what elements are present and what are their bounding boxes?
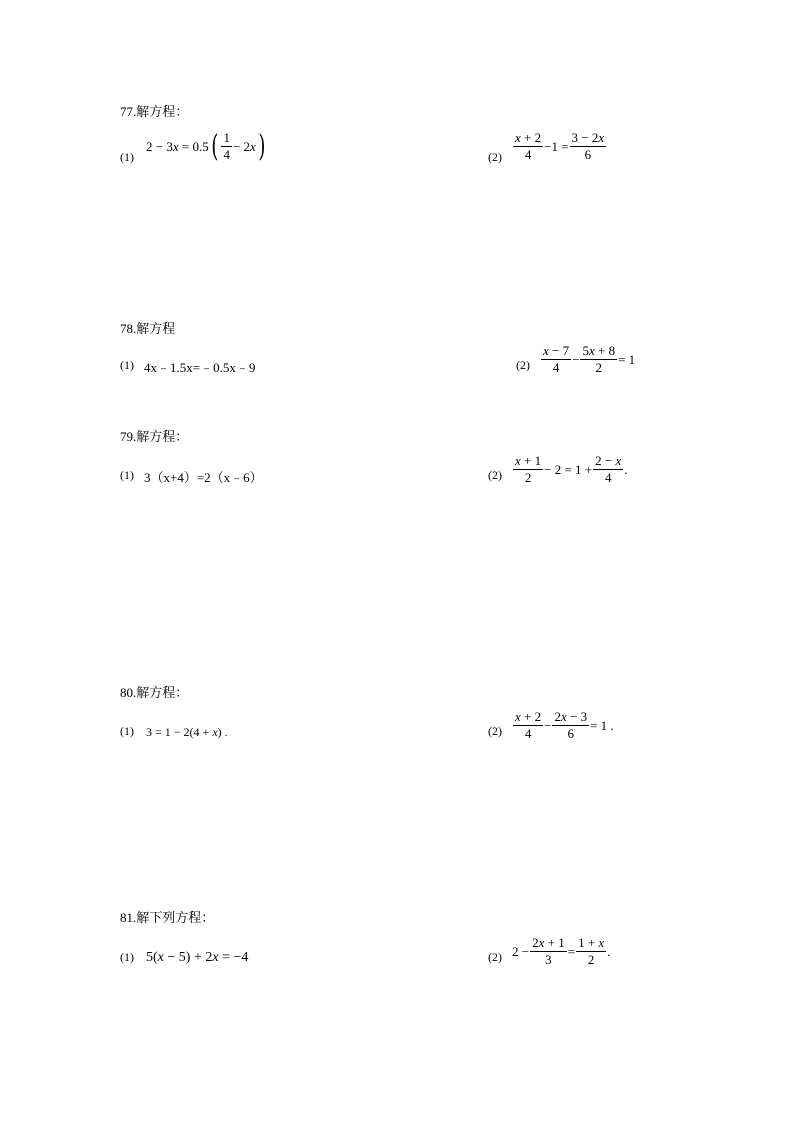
equation-label: (2) [516, 358, 530, 372]
problem-number: 77. [120, 104, 137, 119]
equation-81-1: 5(x − 5) + 2x = −4 [146, 950, 249, 965]
problem-80-heading [120, 682, 188, 701]
problem-title: 解方程： [136, 429, 189, 444]
equation-80-1: 3 = 1 − 2(4 + x) . [146, 725, 228, 739]
equation-label: (1) [120, 950, 134, 964]
problem-number: 80. [120, 685, 137, 700]
equation-80-2: $\frac{x + 2}{4}$ − $\frac{2x - 3}{6}$ = 1 . [515, 709, 614, 741]
equation-77-1: 2 − 3x = 0.5 ( $\frac{1}{4}$ − 2x ) [146, 128, 266, 164]
equation-78-2: $\frac{x - 7}{4}$ − $\frac{5x + 8}{2}$ = 1 [543, 343, 636, 375]
equation-label: (1) [120, 468, 134, 482]
equation-78-1: 4x﹣1.5x=﹣0.5x﹣9 [144, 360, 256, 375]
problem-81-heading [120, 907, 214, 926]
equation-label: (1) [120, 724, 134, 738]
equation-77-2: $\frac{x + 2}{4}$ −1 = $\frac{3 - 2x}{6}$ [515, 130, 605, 162]
problem-number: 78. [120, 321, 137, 336]
problem-title: 解方程 [136, 321, 176, 336]
equation-label: (1) [120, 150, 134, 164]
equation-label: (2) [488, 468, 502, 482]
equation-label: (1) [120, 358, 134, 372]
problem-title: 解方程： [136, 685, 189, 700]
problem-title: 解下列方程： [136, 910, 215, 925]
problem-number: 79. [120, 429, 137, 444]
equation-label: (2) [488, 150, 502, 164]
problem-title: 解方程： [136, 104, 189, 119]
equation-79-2: $\frac{x + 1}{2}$ − 2 = 1 + $\frac{2 - x}{4}$ . [515, 453, 628, 485]
equation-label: (2) [488, 950, 502, 964]
problem-78-heading [120, 318, 175, 337]
problem-number: 81. [120, 910, 137, 925]
problem-77-heading [120, 101, 188, 120]
equation-79-1: 3（x+4）=2（x﹣6） [144, 470, 263, 485]
equation-label: (2) [488, 724, 502, 738]
problem-79-heading [120, 426, 188, 445]
equation-81-2: 2 − $\frac{2x + 1}{3}$ = $\frac{1 + x}{2}$ . [512, 935, 611, 967]
